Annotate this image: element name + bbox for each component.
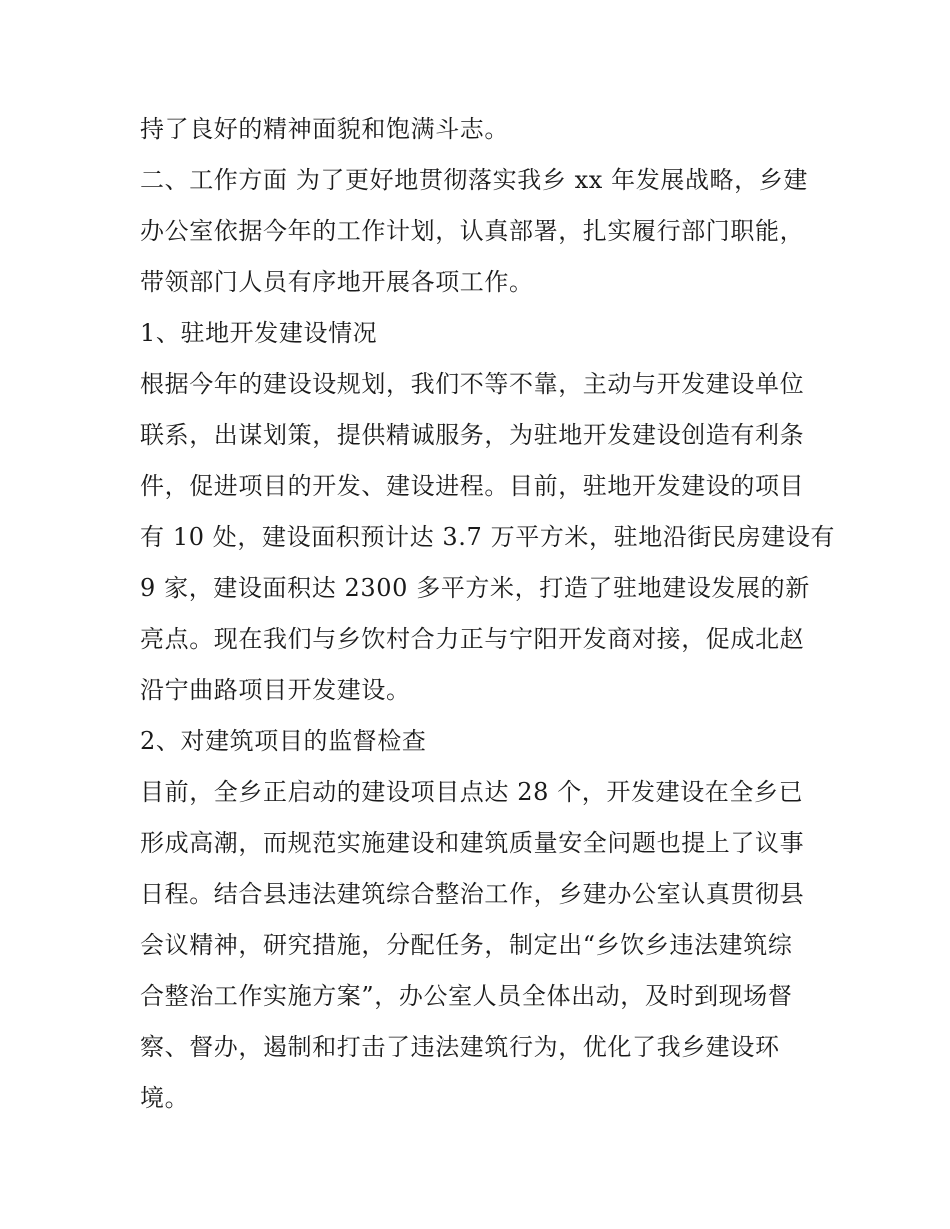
text-line-16: 日程。结合县违法建筑综合整治工作，乡建办公室认真贯彻县 — [140, 880, 805, 908]
text-line-10: 9 家，建设面积达 2300 多平方米，打造了驻地建设发展的新 — [140, 574, 810, 602]
text-line-11: 亮点。现在我们与乡饮村合力正与宁阳开发商对接，促成北赵 — [140, 625, 805, 653]
text-line-20: 境。 — [140, 1084, 190, 1112]
text-line-19: 察、督办，遏制和打击了违法建筑行为，优化了我乡建设环 — [140, 1033, 780, 1061]
section-heading-1: 1、驻地开发建设情况 — [140, 319, 378, 347]
text-line-15: 形成高潮，而规范实施建设和建筑质量安全问题也提上了议事 — [140, 829, 805, 857]
text-line-17: 会议精神，研究措施，分配任务，制定出“乡饮乡违法建筑综 — [140, 931, 793, 959]
text-line-6: 根据今年的建设设规划，我们不等不靠，主动与开发建设单位 — [140, 370, 805, 398]
text-line-14: 目前，全乡正启动的建设项目点达 28 个，开发建设在全乡已 — [140, 778, 804, 806]
text-line-7: 联系，出谋划策，提供精诚服务，为驻地开发建设创造有利条 — [140, 421, 805, 449]
text-line-8: 件，促进项目的开发、建设进程。目前，驻地开发建设的项目 — [140, 472, 805, 500]
text-line-9: 有 10 处，建设面积预计达 3.7 万平方米，驻地沿街民房建设有 — [140, 523, 836, 551]
section-heading-2: 2、对建筑项目的监督检查 — [140, 727, 427, 755]
text-line-4: 带领部门人员有序地开展各项工作。 — [140, 268, 534, 296]
text-line-3: 办公室依据今年的工作计划，认真部署，扎实履行部门职能， — [140, 217, 805, 245]
document-body — [140, 104, 836, 1124]
text-line-12: 沿宁曲路项目开发建设。 — [140, 676, 411, 704]
text-line-18: 合整治工作实施方案”，办公室人员全体出动，及时到现场督 — [140, 982, 793, 1010]
text-line-1: 持了良好的精神面貌和饱满斗志。 — [140, 115, 509, 143]
text-line-2: 二、工作方面 为了更好地贯彻落实我乡 xx 年发展战略，乡建 — [140, 166, 808, 194]
